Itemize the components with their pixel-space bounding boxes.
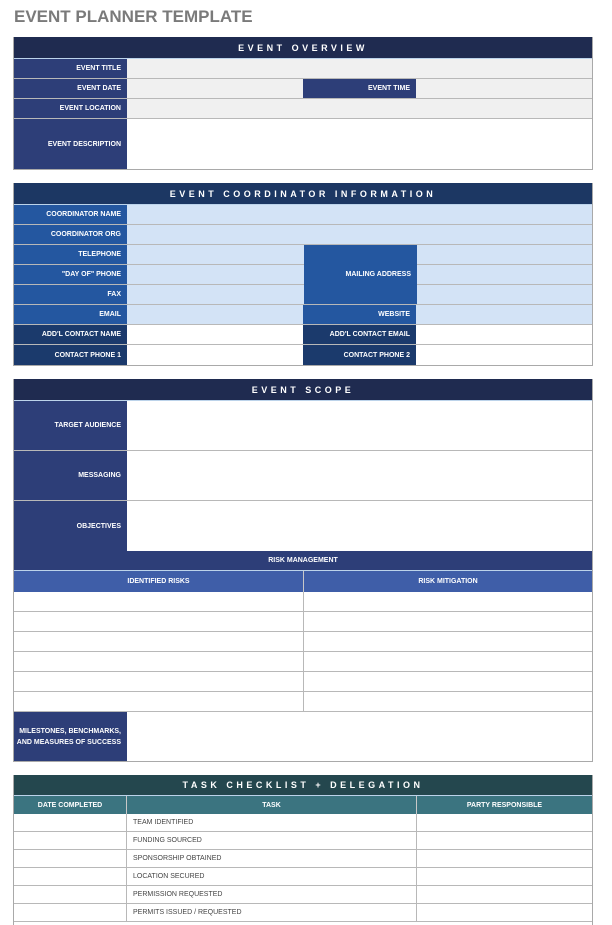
event-date-field[interactable] — [127, 79, 303, 98]
coordinator-name-label: COORDINATOR NAME — [14, 205, 127, 224]
objectives-field[interactable] — [127, 501, 592, 551]
mailing-address-label: MAILING ADDRESS — [304, 245, 417, 305]
target-audience-label: TARGET AUDIENCE — [14, 401, 127, 450]
risk-row — [14, 632, 592, 652]
event-location-field[interactable] — [127, 99, 592, 118]
mailing-address-line3[interactable] — [417, 285, 592, 305]
task-cell[interactable]: SPONSORSHIP OBTAINED — [127, 850, 417, 867]
task-cell[interactable]: PERMISSION REQUESTED — [127, 886, 417, 903]
day-of-phone-row — [14, 265, 304, 285]
event-overview-header: EVENT OVERVIEW — [14, 37, 592, 59]
date-completed-cell[interactable] — [14, 886, 127, 903]
date-completed-header: DATE COMPLETED — [14, 796, 127, 814]
risk-management-header: RISK MANAGEMENT — [14, 551, 592, 571]
coordinator-org-field[interactable] — [127, 225, 592, 244]
task-cell[interactable]: FUNDING SOURCED — [127, 832, 417, 849]
email-label: EMAIL — [14, 305, 127, 324]
day-of-phone-label: "DAY OF" PHONE — [14, 265, 127, 284]
risk-mitigation-cell[interactable] — [304, 612, 592, 631]
objectives-row — [14, 501, 592, 551]
date-completed-cell[interactable] — [14, 850, 127, 867]
task-checklist-section — [13, 775, 593, 925]
contact-phone1-label: CONTACT PHONE 1 — [14, 345, 127, 365]
task-row — [14, 868, 592, 886]
date-completed-cell[interactable] — [14, 832, 127, 849]
task-row — [14, 832, 592, 850]
event-title-label: EVENT TITLE — [14, 59, 127, 78]
task-cell[interactable]: LOCATION SECURED — [127, 868, 417, 885]
coordinator-name-field[interactable] — [127, 205, 592, 224]
risk-mitigation-cell[interactable] — [304, 592, 592, 611]
telephone-row — [14, 245, 304, 265]
event-overview-section — [13, 37, 593, 170]
event-location-label: EVENT LOCATION — [14, 99, 127, 118]
website-field[interactable] — [416, 305, 592, 324]
risk-mitigation-cell[interactable] — [304, 672, 592, 691]
mailing-address-line2[interactable] — [417, 265, 592, 285]
day-of-phone-field[interactable] — [127, 265, 304, 284]
messaging-label: MESSAGING — [14, 451, 127, 500]
task-row — [14, 886, 592, 904]
email-field[interactable] — [127, 305, 303, 324]
event-title-row — [14, 59, 592, 79]
risk-row — [14, 592, 592, 612]
contact-phone1-field[interactable] — [127, 345, 303, 365]
identified-risk-cell[interactable] — [14, 692, 304, 711]
task-header: TASK — [127, 796, 417, 814]
fax-row — [14, 285, 304, 305]
event-description-row — [14, 119, 592, 169]
contact-phone-row — [14, 345, 592, 365]
risk-mitigation-cell[interactable] — [304, 632, 592, 651]
task-row — [14, 850, 592, 868]
task-checklist-header: TASK CHECKLIST + DELEGATION — [14, 775, 592, 796]
objectives-label: OBJECTIVES — [14, 501, 127, 551]
identified-risk-cell[interactable] — [14, 632, 304, 651]
addl-contact-row — [14, 325, 592, 345]
addl-contact-name-label: ADD'L CONTACT NAME — [14, 325, 127, 344]
task-cell[interactable]: TEAM IDENTIFIED — [127, 814, 417, 831]
coordinator-org-row — [14, 225, 592, 245]
risk-row — [14, 652, 592, 672]
party-responsible-cell[interactable] — [417, 868, 592, 885]
messaging-field[interactable] — [127, 451, 592, 500]
date-completed-cell[interactable] — [14, 904, 127, 921]
party-responsible-header: PARTY RESPONSIBLE — [466, 801, 543, 809]
addl-contact-name-field[interactable] — [127, 325, 303, 344]
task-table-header — [14, 796, 592, 814]
coordinator-org-label: COORDINATOR ORG — [14, 225, 127, 244]
party-responsible-cell[interactable] — [417, 832, 592, 849]
task-row — [14, 904, 592, 922]
fax-label: FAX — [14, 285, 127, 304]
event-description-field[interactable] — [127, 119, 592, 169]
task-row — [14, 814, 592, 832]
party-responsible-cell[interactable] — [417, 814, 592, 831]
risk-subheader — [14, 571, 592, 592]
event-title-field[interactable] — [127, 59, 592, 78]
website-label: WEBSITE — [303, 305, 416, 324]
phone-address-block — [14, 245, 592, 305]
risk-row — [14, 692, 592, 712]
risk-mitigation-cell[interactable] — [304, 692, 592, 711]
event-description-label: EVENT DESCRIPTION — [14, 119, 127, 169]
milestones-field[interactable] — [127, 712, 592, 761]
coordinator-header: EVENT COORDINATOR INFORMATION — [14, 183, 592, 205]
messaging-row — [14, 451, 592, 501]
identified-risk-cell[interactable] — [14, 592, 304, 611]
target-audience-row — [14, 401, 592, 451]
party-responsible-cell[interactable] — [417, 850, 592, 867]
date-completed-cell[interactable] — [14, 814, 127, 831]
party-responsible-cell[interactable] — [417, 904, 592, 921]
identified-risks-header: IDENTIFIED RISKS — [14, 571, 304, 592]
event-location-row — [14, 99, 592, 119]
event-scope-header: EVENT SCOPE — [14, 379, 592, 401]
mailing-address-line1[interactable] — [417, 245, 592, 265]
telephone-label: TELEPHONE — [14, 245, 127, 264]
risk-mitigation-cell[interactable] — [304, 652, 592, 671]
risk-row — [14, 672, 592, 692]
event-date-label: EVENT DATE — [14, 79, 127, 98]
fax-field[interactable] — [127, 285, 304, 304]
milestones-label: MILESTONES, BENCHMARKS, AND MEASURES OF SUCCESS — [14, 712, 127, 761]
event-time-field[interactable] — [416, 79, 592, 98]
target-audience-field[interactable] — [127, 401, 592, 450]
party-responsible-cell[interactable] — [417, 886, 592, 903]
task-cell[interactable]: PERMITS ISSUED / REQUESTED — [127, 904, 417, 921]
event-date-row — [14, 79, 592, 99]
email-website-row — [14, 305, 592, 325]
telephone-field[interactable] — [127, 245, 304, 264]
coordinator-section — [13, 183, 593, 366]
contact-phone2-field[interactable] — [416, 345, 592, 365]
identified-risk-cell[interactable] — [14, 652, 304, 671]
identified-risk-cell[interactable] — [14, 612, 304, 631]
risk-row — [14, 612, 592, 632]
coordinator-name-row — [14, 205, 592, 225]
date-completed-cell[interactable] — [14, 868, 127, 885]
risk-mitigation-header: RISK MITIGATION — [418, 578, 478, 585]
addl-contact-email-field[interactable] — [416, 325, 592, 344]
page-title: EVENT PLANNER TEMPLATE — [14, 7, 253, 26]
event-time-label: EVENT TIME — [303, 79, 416, 98]
addl-contact-email-label: ADD'L CONTACT EMAIL — [303, 325, 416, 344]
milestones-row — [14, 712, 592, 761]
identified-risk-cell[interactable] — [14, 672, 304, 691]
contact-phone2-label: CONTACT PHONE 2 — [303, 345, 416, 365]
event-scope-section — [13, 379, 593, 762]
